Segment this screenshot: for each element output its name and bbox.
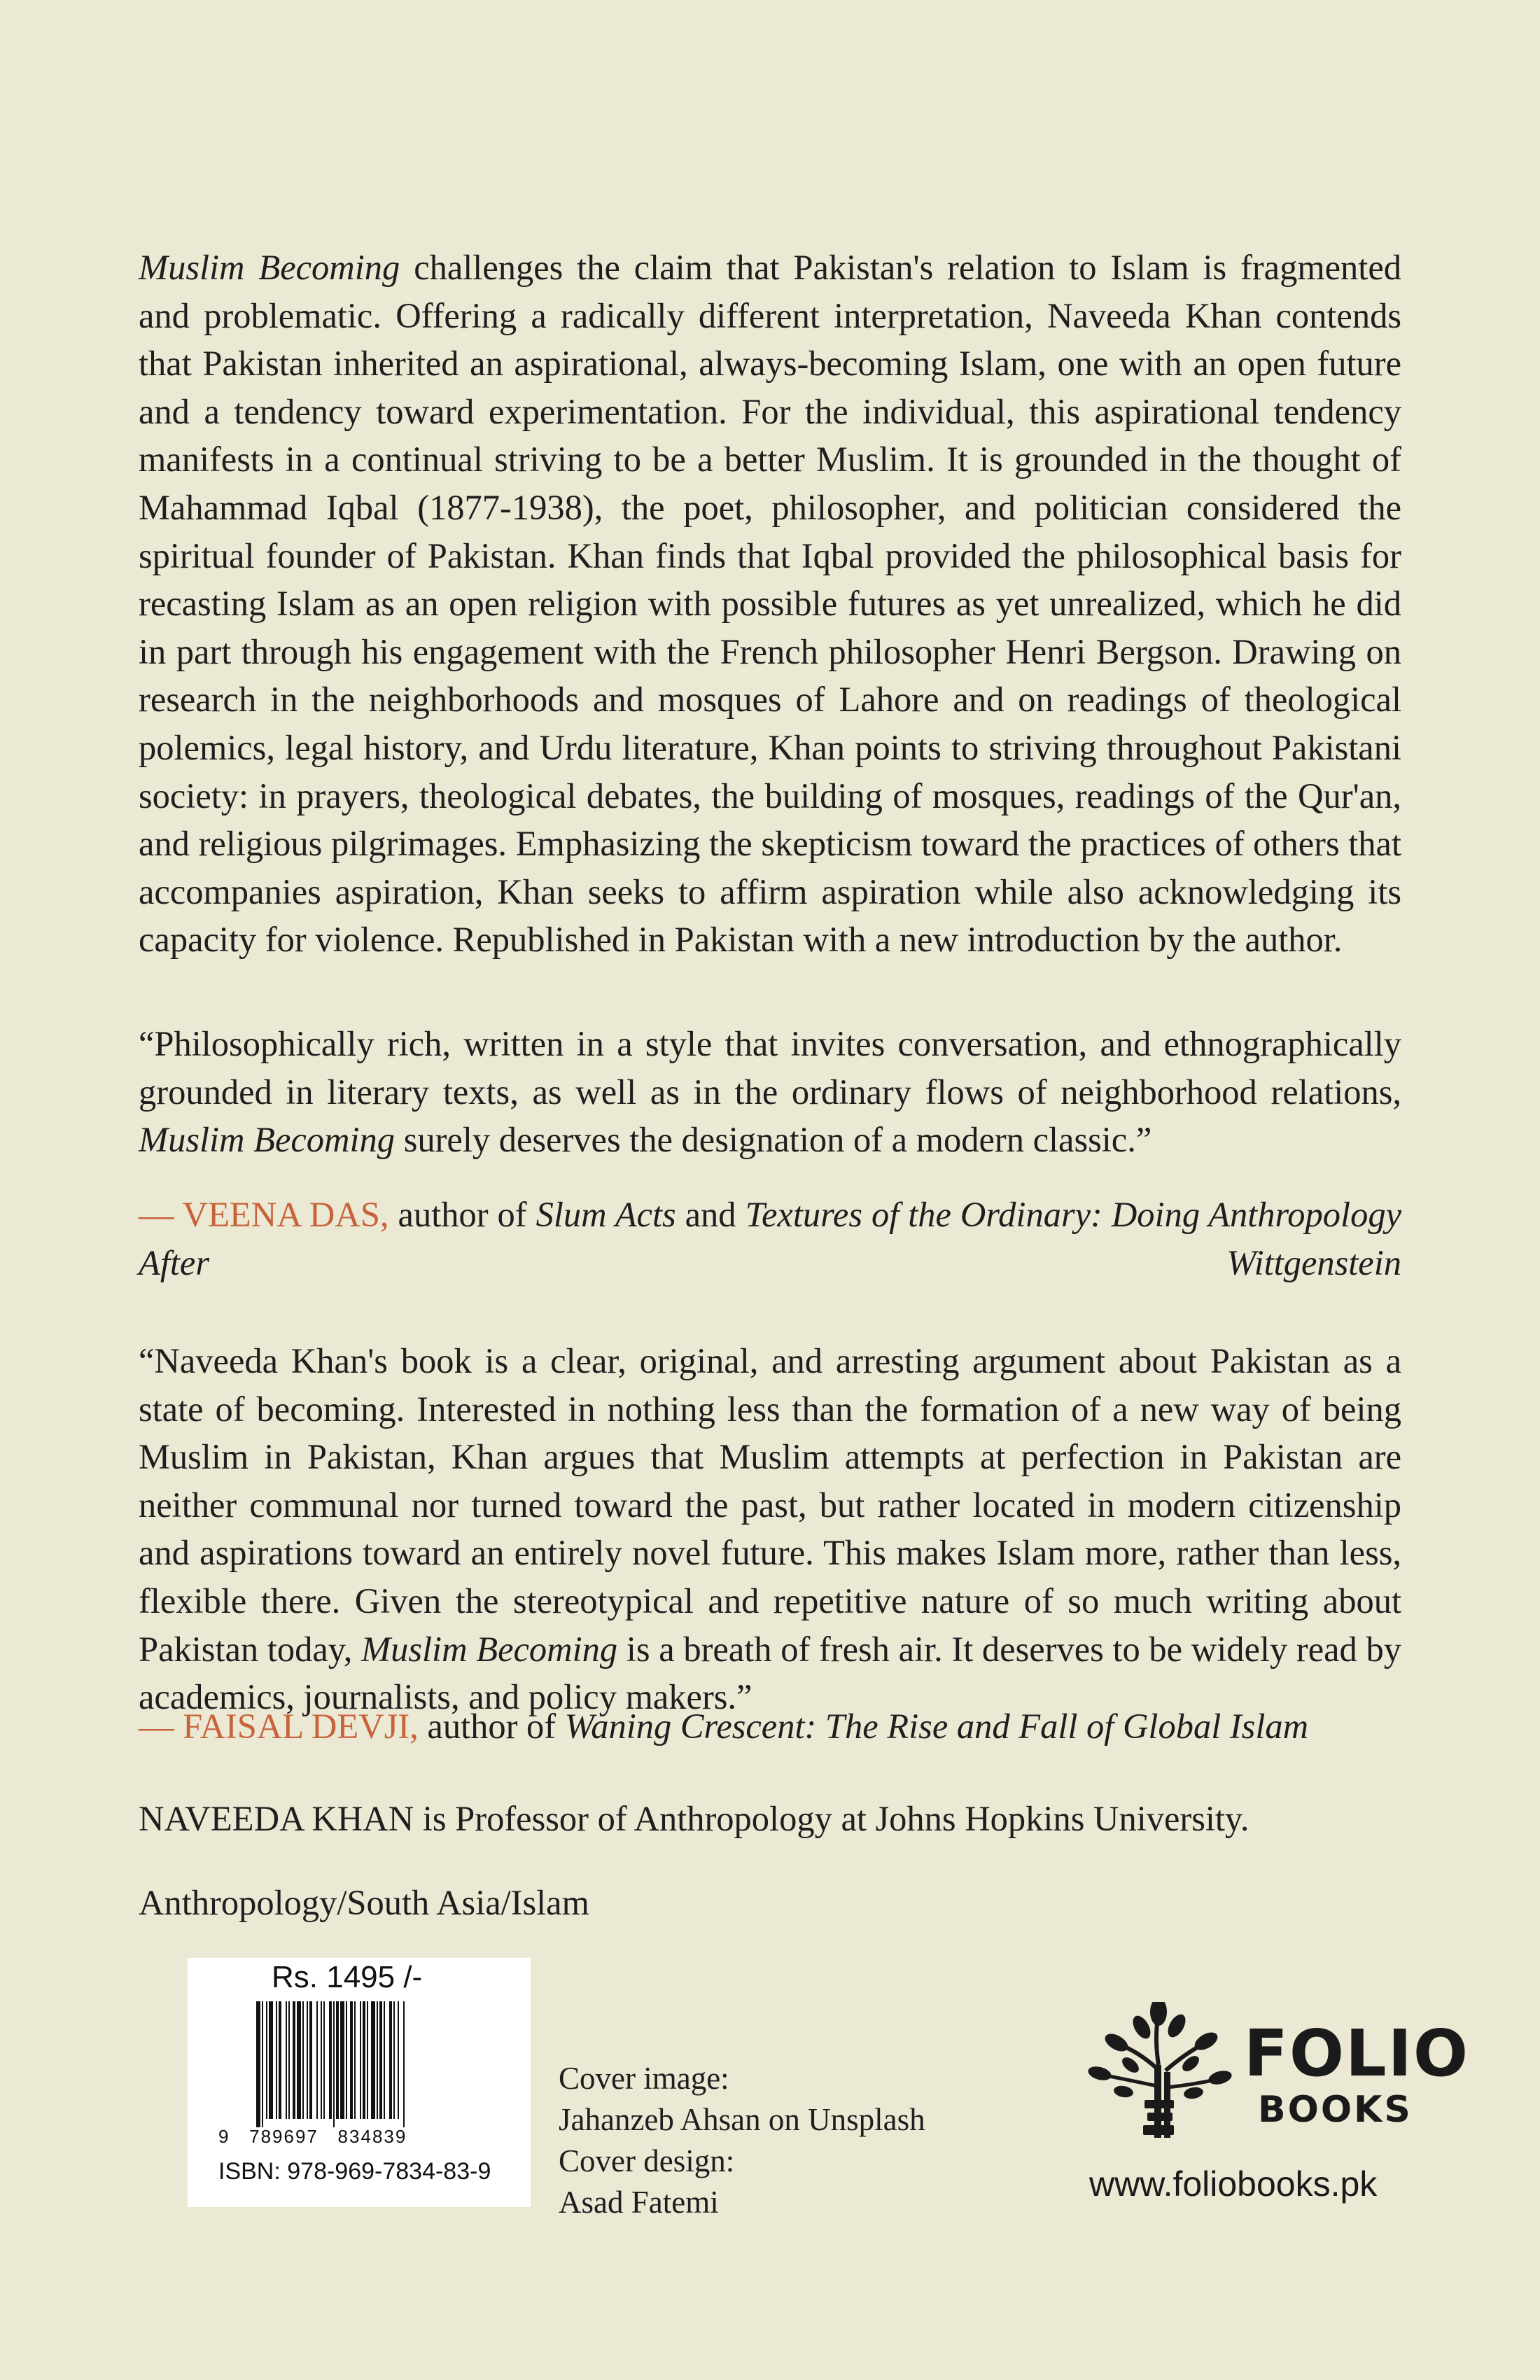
attribution-faisal-devji: [139, 1702, 1401, 1751]
barcode-bar: [371, 2001, 375, 2119]
barcode-bar: [266, 2001, 267, 2119]
barcode-bar: [377, 2001, 378, 2119]
cover-credits: [559, 2058, 925, 2223]
attribution-author-of: author of: [388, 1195, 536, 1234]
barcode-bar: [256, 2001, 260, 2127]
book-title-italic: Muslim Becoming: [139, 248, 400, 287]
attribution-and: and: [676, 1195, 746, 1234]
attribution-name: VEENA DAS,: [182, 1195, 389, 1234]
barcode-bar: [346, 2001, 347, 2119]
barcode-box: [188, 1958, 531, 2207]
barcode-bar: [384, 2001, 385, 2119]
price-label: Rs. 1495 /-: [272, 1960, 423, 1994]
quote-text: “Naveeda Khan's book is a clear, original, and arresting argument about Pakistan as a state of becoming. Interested in nothing less than the formation of a new way of being Muslim in Pakistan, Khan argues that Muslim attempts at perfection in Pakistan are neither communal nor turned toward the past, but rather located in modern citizenship and aspirations toward an entirely novel future. This makes Islam more, rather than less, flexible there. Given the stereotypical and repetitive nature of so much writing about Pakistan today,: [139, 1341, 1401, 1669]
barcode-bar: [340, 2001, 344, 2119]
subject-categories: Anthropology/South Asia/Islam: [139, 1883, 589, 1922]
description-text: challenges the claim that Pakistan's relation to Islam is fragmented and problematic. Offering a radically different interpretation, Naveeda Khan contends that Pakistan inherited an aspirational, always-becoming Islam, one with an open future and a tendency toward experimentation. For the individual, this aspirational tendency manifests in a continual striving to be a better Muslim. It is grounded in the thought of Mahammad Iqbal (1877-1938), the poet, philosopher, and politician considered the spiritual founder of Pakistan. Khan finds that Iqbal provided the philosophical basis for recasting Islam as an open religion with possible futures as yet unrealized, which he did in part through his engagement with the French philosopher Henri Bergson. Drawing on research in the neighborhoods and mosques of Lahore and on readings of theological polemics, legal history, and Urdu literature, Khan points to striving throughout Pakistani society: in prayers, theological debates, the building of mosques, readings of the Qur'an, and religious pilgrimages. Emphasizing the skepticism toward the practices of others that accompanies aspiration, Khan seeks to affirm aspiration while also acknowledging its capacity for violence. Republished in Pakistan with a new introduction by the author.: [139, 248, 1401, 960]
barcode-bar: [276, 2001, 277, 2119]
quote-text-end: surely deserves the designation of a modern classic.”: [395, 1120, 1152, 1160]
attribution-book: Waning Crescent: The Rise and Fall of Global Islam: [564, 1707, 1309, 1746]
quote-text-end: is a breath of fresh air. It deserves to be widely read by academics, journalists, and policy makers.”: [139, 1629, 1401, 1717]
credit-line: Jahanzeb Ahsan on Unsplash: [559, 2102, 925, 2137]
attribution-author-of: author of: [418, 1707, 565, 1746]
barcode-bar: [350, 2001, 353, 2119]
quote-book-title: Muslim Becoming: [361, 1629, 618, 1669]
tree-of-books-icon: [1082, 2002, 1236, 2149]
barcode-bar: [316, 2001, 318, 2119]
publisher-website: www.foliobooks.pk: [1089, 2164, 1378, 2204]
publisher-sub: BOOKS: [1258, 2089, 1413, 2131]
barcode-bar: [302, 2001, 304, 2119]
barcode-bar: [354, 2001, 356, 2119]
credit-line: Cover design:: [559, 2143, 735, 2178]
barcode-bar: [288, 2001, 290, 2119]
barcode-icon: [256, 2001, 466, 2127]
barcode-bar: [321, 2001, 322, 2119]
barcode-bar: [286, 2001, 287, 2119]
barcode-bar: [379, 2001, 382, 2119]
attribution-dash: —: [139, 1707, 183, 1746]
barcode-bar: [398, 2001, 399, 2119]
barcode-bar: [323, 2001, 325, 2119]
barcode-bar: [297, 2001, 301, 2119]
barcode-bar: [389, 2001, 392, 2119]
barcode-bar: [309, 2001, 312, 2119]
barcode-digits: 9 789697 834839: [218, 2126, 407, 2147]
barcode-bar: [336, 2001, 339, 2119]
publisher-name: FOLIO: [1244, 2016, 1470, 2091]
credit-line: Cover image:: [559, 2061, 729, 2096]
publisher-logo: [1082, 2002, 1470, 2156]
quote-veena-das: [139, 1020, 1401, 1164]
attribution-name: FAISAL DEVJI,: [183, 1707, 419, 1746]
barcode-bar: [367, 2001, 368, 2119]
attribution-book-2: Textures of the Ordinary: Doing Anthropology After Wittgenstein: [139, 1195, 1402, 1282]
isbn-label: ISBN: 978-969-7834-83-9: [218, 2158, 491, 2185]
credit-line: Asad Fatemi: [559, 2185, 719, 2220]
barcode-bar: [293, 2001, 295, 2119]
barcode-bar: [360, 2001, 361, 2119]
attribution-book-1: Slum Acts: [536, 1195, 676, 1234]
attribution-dash: —: [139, 1195, 183, 1234]
barcode-bar: [393, 2001, 395, 2119]
quote-book-title: Muslim Becoming: [139, 1120, 396, 1160]
barcode-bar: [333, 2001, 335, 2127]
barcode-bar: [269, 2001, 273, 2119]
author-bio: NAVEEDA KHAN is Professor of Anthropology at Johns Hopkins University.: [139, 1799, 1250, 1838]
barcode-bar: [262, 2001, 263, 2127]
attribution-veena-das: [139, 1191, 1401, 1287]
description-paragraph: [139, 244, 1401, 964]
barcode-bar: [403, 2001, 405, 2127]
barcode-bar: [363, 2001, 365, 2119]
barcode-bar: [329, 2001, 332, 2119]
barcode-bar: [279, 2001, 281, 2119]
quote-text: “Philosophically rich, written in a style that invites conversation, and ethnographically grounded in literary texts, as well as in the ordinary flows of neighborhood relations,: [139, 1024, 1401, 1112]
barcode-bar: [307, 2001, 308, 2119]
quote-faisal-devji: [139, 1337, 1401, 1721]
